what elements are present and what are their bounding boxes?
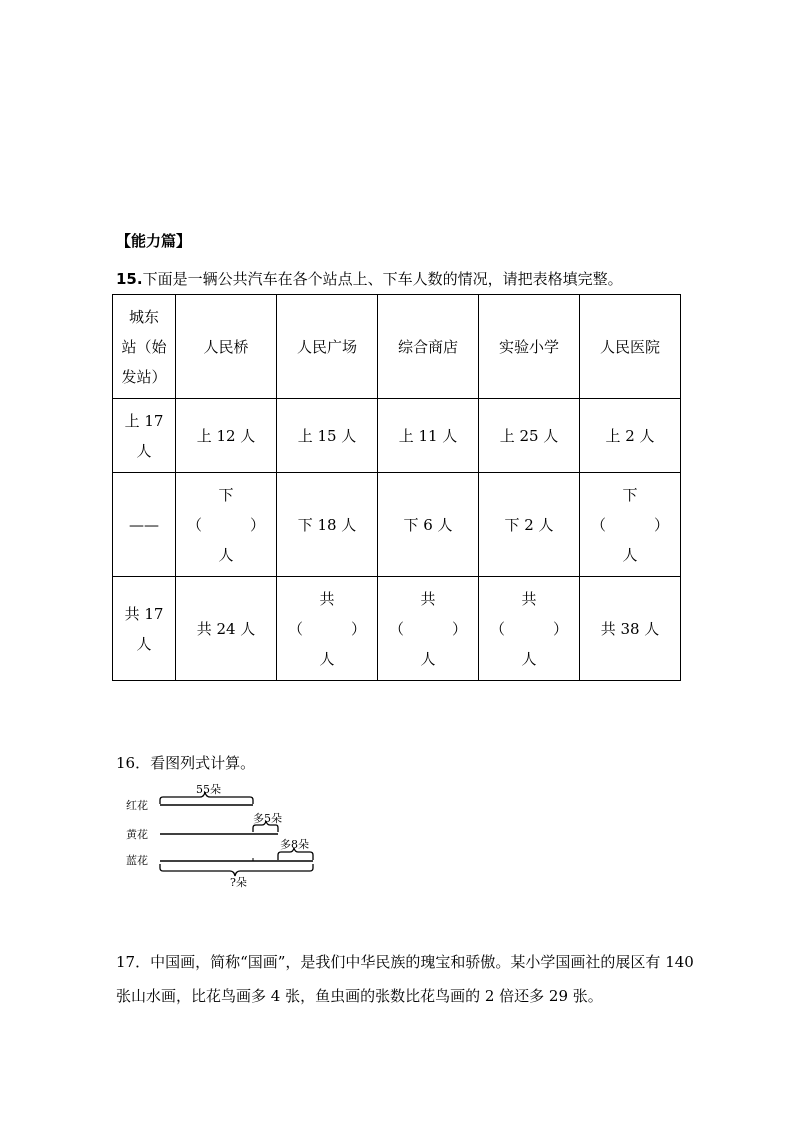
paren: （: [490, 619, 506, 638]
yellow-label: 黄花: [126, 828, 148, 841]
cell-line: 共 17: [124, 604, 164, 623]
cell-line: 人: [622, 545, 638, 564]
total-brace: [160, 864, 313, 876]
header-cell: 人民广场: [277, 295, 378, 399]
total-cell-blank[interactable]: [479, 577, 580, 681]
table-row-header: [113, 295, 681, 399]
paren: （: [591, 515, 607, 534]
cell-line: 共: [521, 589, 537, 608]
answer-blank[interactable]: [591, 510, 669, 540]
total-cell-blank[interactable]: [378, 577, 479, 681]
alight-cell-blank[interactable]: [176, 473, 277, 577]
board-cell: 上 11 人: [378, 399, 479, 473]
board-cell-start: [113, 399, 176, 473]
paren: ）: [451, 619, 467, 638]
paren: ）: [249, 515, 265, 534]
question-15-number: 15.: [116, 270, 143, 288]
board-cell: 上 15 人: [277, 399, 378, 473]
paren: ）: [552, 619, 568, 638]
header-cell: 人民桥: [176, 295, 277, 399]
cell-line: 人: [136, 441, 152, 460]
header-line: 发站）: [121, 367, 167, 386]
red-label: 红花: [126, 799, 148, 812]
question-17-text: 17．中国画，简称“国画”，是我们中华民族的瑰宝和骄傲。某小学国画社的展区有 140 张山水画，比花鸟画多 4 张，鱼虫画的张数比花鸟画的 2 倍还多 29 张。: [116, 953, 694, 1005]
question-16-text: 16．看图列式计算。: [116, 754, 256, 772]
header-cell: 综合商店: [378, 295, 479, 399]
blue-more-label: 多8朵: [280, 838, 309, 851]
header-line: 站（始: [121, 337, 167, 356]
question-15: [116, 268, 623, 289]
alight-cell: 下 2 人: [479, 473, 580, 577]
answer-blank[interactable]: [389, 614, 467, 644]
board-cell: 上 2 人: [580, 399, 681, 473]
answer-blank[interactable]: [490, 614, 568, 644]
cell-line: 共: [420, 589, 436, 608]
paren: （: [389, 619, 405, 638]
header-cell-start-station: [113, 295, 176, 399]
cell-line: 上 17: [124, 411, 164, 430]
alight-cell: 下 18 人: [277, 473, 378, 577]
table-row-board: [113, 399, 681, 473]
table-row-total: [113, 577, 681, 681]
table-row-alight: [113, 473, 681, 577]
cell-line: 人: [218, 545, 234, 564]
cell-line: 共: [319, 589, 335, 608]
yellow-more-label: 多5朵: [253, 812, 282, 825]
blue-label: 蓝花: [126, 854, 148, 867]
alight-cell-start: ——: [113, 473, 176, 577]
total-cell-blank[interactable]: [277, 577, 378, 681]
board-cell: 上 12 人: [176, 399, 277, 473]
paren: ）: [350, 619, 366, 638]
section-title: 【能力篇】: [116, 232, 192, 250]
cell-line: 下: [622, 485, 638, 504]
red-count-label: 55朵: [196, 783, 221, 796]
header-line: 城东: [128, 307, 159, 326]
cell-line: 下: [218, 485, 234, 504]
cell-line: 人: [420, 649, 436, 668]
cell-line: 人: [319, 649, 335, 668]
header-cell: 人民医院: [580, 295, 681, 399]
paren: （: [288, 619, 304, 638]
header-cell: 实验小学: [479, 295, 580, 399]
cell-line: 人: [521, 649, 537, 668]
total-cell-start: [113, 577, 176, 681]
cell-line: 人: [136, 634, 152, 653]
total-cell: 共 38 人: [580, 577, 681, 681]
question-15-text: 下面是一辆公共汽车在各个站点上、下车人数的情况，请把表格填完整。: [142, 270, 623, 288]
bus-passenger-table: [112, 294, 681, 681]
paren: ）: [653, 515, 669, 534]
board-cell: 上 25 人: [479, 399, 580, 473]
answer-blank[interactable]: [288, 614, 366, 644]
paren: （: [187, 515, 203, 534]
alight-cell: 下 6 人: [378, 473, 479, 577]
answer-blank[interactable]: [187, 510, 265, 540]
alight-cell-blank[interactable]: [580, 473, 681, 577]
total-label: ?朵: [230, 876, 247, 889]
total-cell: 共 24 人: [176, 577, 277, 681]
flower-bar-diagram: [120, 782, 330, 892]
